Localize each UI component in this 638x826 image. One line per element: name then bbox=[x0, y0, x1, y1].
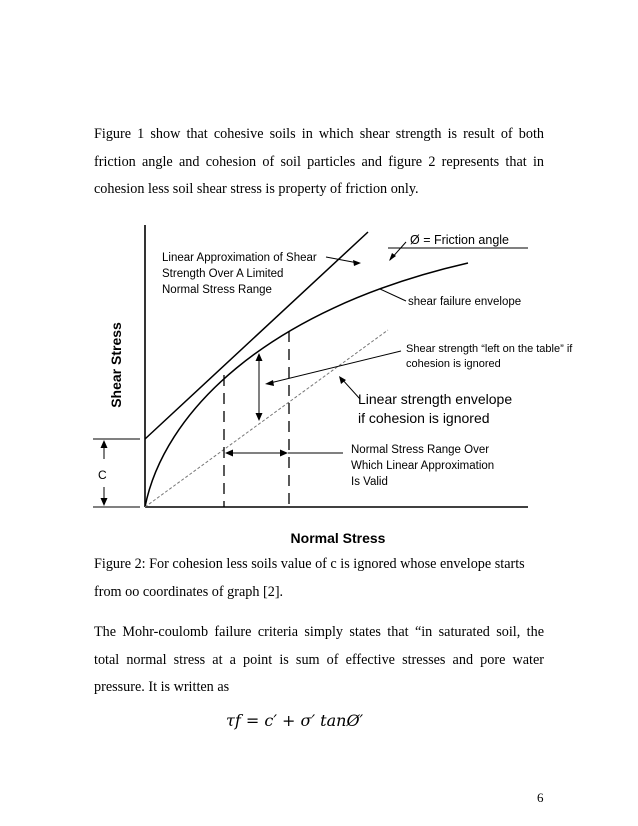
gap-arrow-top-head bbox=[256, 353, 263, 361]
leader-failure-envelope bbox=[380, 289, 406, 301]
x-axis-label: Normal Stress bbox=[290, 530, 386, 546]
c-label: C bbox=[98, 468, 107, 482]
c-arrow-up-head bbox=[101, 440, 108, 448]
gap-arrow-bottom-head bbox=[256, 413, 263, 421]
y-axis-label: Shear Stress bbox=[108, 322, 124, 408]
leader-linear-approx bbox=[326, 257, 358, 263]
paragraph-mohr-coulomb: The Mohr-coulomb failure criteria simply states that “in saturated soil, the total normal stress at a point is sum of effective stresses and pore water pressure. It is written as bbox=[94, 624, 544, 695]
range-arrow-left-head bbox=[225, 450, 233, 457]
linear-envelope-label: Linear strength envelope if cohesion is ignored bbox=[358, 391, 513, 426]
range-arrow-right-head bbox=[280, 450, 288, 457]
c-arrow-down-head bbox=[101, 498, 108, 506]
linear-approx-label: Linear Approximation of Shear Strength Over A Limited Normal Stress Range bbox=[162, 252, 317, 296]
mohr-coulomb-formula: τf = c′ + σ′ tanØ′ bbox=[226, 711, 364, 730]
left-on-table-label: Shear strength “left on the table” if cohesion is ignored bbox=[406, 343, 573, 370]
paragraph-intro: Figure 1 show that cohesive soils in which shear strength is result of both friction angle and cohesion of soil particles and figure 2 represents that in cohesion less soil shear stress is property of friction only. bbox=[94, 126, 544, 197]
page-number: 6 bbox=[537, 790, 544, 805]
leader-linear-approx-head bbox=[353, 260, 361, 266]
leader-left-on-table-head bbox=[265, 380, 274, 386]
figure-caption: Figure 2: For cohesion less soils value of c is ignored whose envelope starts from oo coordinates of graph [2]. bbox=[94, 556, 525, 600]
range-valid-label: Normal Stress Range Over Which Linear Approximation Is Valid bbox=[351, 444, 495, 488]
failure-envelope-label: shear failure envelope bbox=[408, 296, 522, 308]
shear-strength-figure bbox=[88, 215, 573, 550]
friction-angle-label: Ø = Friction angle bbox=[410, 233, 510, 247]
